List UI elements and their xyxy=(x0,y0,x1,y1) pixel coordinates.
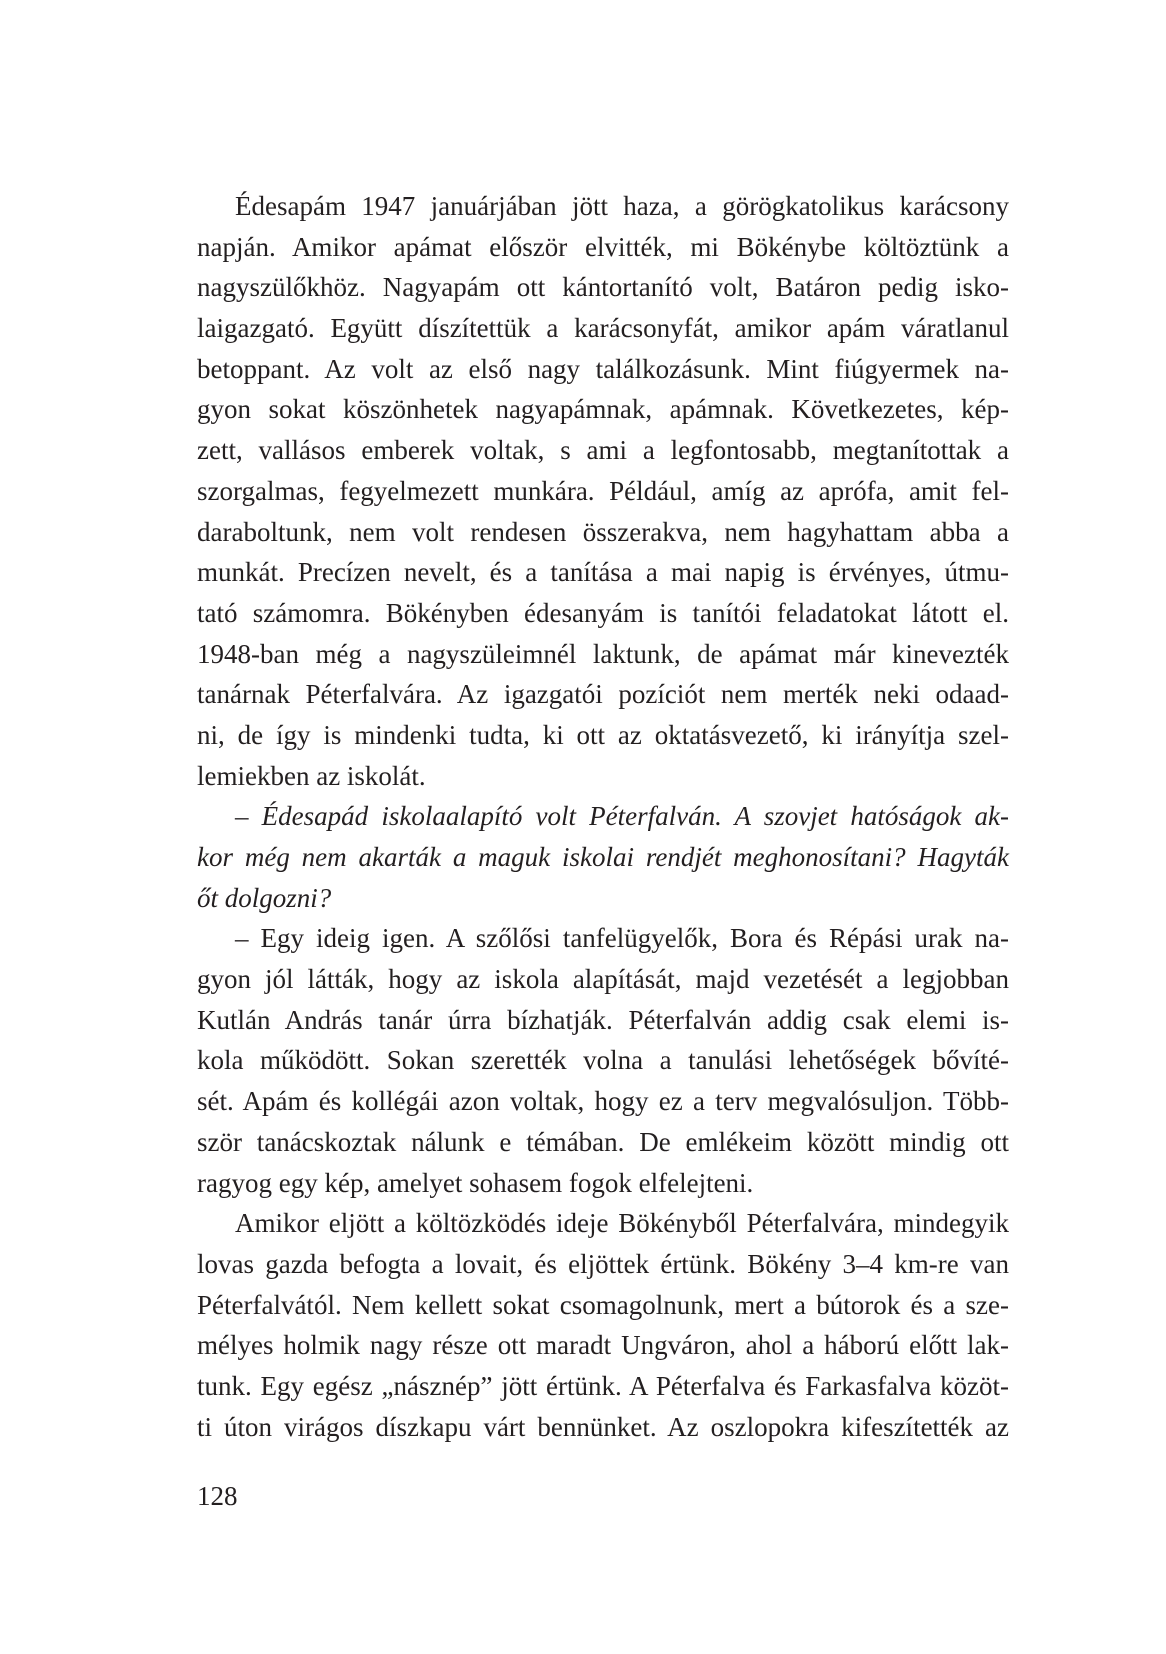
text-line: tanárnak Péterfalvára. Az igazgatói pozíciót nem merték neki odaad- xyxy=(197,679,1009,710)
answer-line: kola működött. Sokan szerették volna a tanulási lehetőségek bővíté- xyxy=(197,1045,1009,1076)
text-line: tunk. Egy egész „násznép” jött értünk. A Péterfalva és Farkasfalva közöt- xyxy=(197,1370,1009,1401)
question-line: – Édesapád iskolaalapító volt Péterfalván. A szovjet hatóságok ak- xyxy=(235,801,1009,832)
answer-line: sét. Apám és kollégái azon voltak, hogy ez a terv megvalósuljon. Több- xyxy=(197,1086,1009,1117)
text-line: mélyes holmik nagy része ott maradt Ungváron, ahol a háború előtt lak- xyxy=(197,1330,1009,1361)
text-line: tató számomra. Bökényben édesanyám is tanítói feladatokat látott el. xyxy=(197,597,1009,628)
text-line: ni, de így is mindenki tudta, ki ott az oktatásvezető, ki irányítja szel- xyxy=(197,719,1009,750)
page-number: 128 xyxy=(197,1481,238,1511)
text-line: daraboltunk, nem volt rendesen összerakva, nem hagyhattam abba a xyxy=(197,516,1009,547)
text-line: zett, vallásos emberek voltak, s ami a legfontosabb, megtanítottak a xyxy=(197,435,1009,466)
body-text xyxy=(197,186,1009,1447)
text-line: gyon sokat köszönhetek nagyapámnak, apámnak. Következetes, kép- xyxy=(197,394,1009,425)
text-line: napján. Amikor apámat először elvitték, mi Bökénybe költöztünk a xyxy=(197,231,1009,262)
text-line: laigazgató. Együtt díszítettük a karácsonyfát, amikor apám váratlanul xyxy=(197,313,1009,344)
text-line: 1948-ban még a nagyszüleimnél laktunk, de apámat már kinevezték xyxy=(197,638,1009,669)
answer-line: gyon jól látták, hogy az iskola alapítását, majd vezetését a legjobban xyxy=(197,964,1009,995)
question-line: kor még nem akarták a maguk iskolai rendjét meghonosítani? Hagyták xyxy=(197,842,1009,872)
answer-line: ször tanácskoztak nálunk e témában. De emlékeim között mindig ott xyxy=(197,1126,1009,1157)
text-line: betoppant. Az volt az első nagy találkozásunk. Mint fiúgyermek na- xyxy=(197,353,1009,384)
text-line: Amikor eljött a költözködés ideje Bökényből Péterfalvára, mindegyik xyxy=(235,1208,1009,1239)
text-line: munkát. Precízen nevelt, és a tanítása a mai napig is érvényes, útmu- xyxy=(197,557,1009,588)
text-line: lovas gazda befogta a lovait, és eljöttek értünk. Bökény 3–4 km-re van xyxy=(197,1248,1009,1279)
text-line: szorgalmas, fegyelmezett munkára. Például, amíg az aprófa, amit fel- xyxy=(197,475,1009,506)
text-line: Péterfalvától. Nem kellett sokat csomagolnunk, mert a bútorok és a sze- xyxy=(197,1289,1009,1320)
answer-line: ragyog egy kép, amelyet sohasem fogok elfelejteni. xyxy=(197,1167,754,1198)
answer-line: Kutlán András tanár úrra bízhatják. Péterfalván addig csak elemi is- xyxy=(197,1004,1009,1035)
question-line: őt dolgozni? xyxy=(197,882,332,913)
text-line: nagyszülőkhöz. Nagyapám ott kántortanító volt, Batáron pedig isko- xyxy=(197,272,1009,303)
text-line: Édesapám 1947 januárjában jött haza, a görögkatolikus karácsony xyxy=(235,191,1009,221)
answer-line: – Egy ideig igen. A szőlősi tanfelügyelők, Bora és Répási urak na- xyxy=(235,923,1009,954)
text-line: ti úton virágos díszkapu várt bennünket. Az oszlopokra kifeszítették az xyxy=(197,1411,1009,1442)
text-line: lemiekben az iskolát. xyxy=(197,760,426,791)
